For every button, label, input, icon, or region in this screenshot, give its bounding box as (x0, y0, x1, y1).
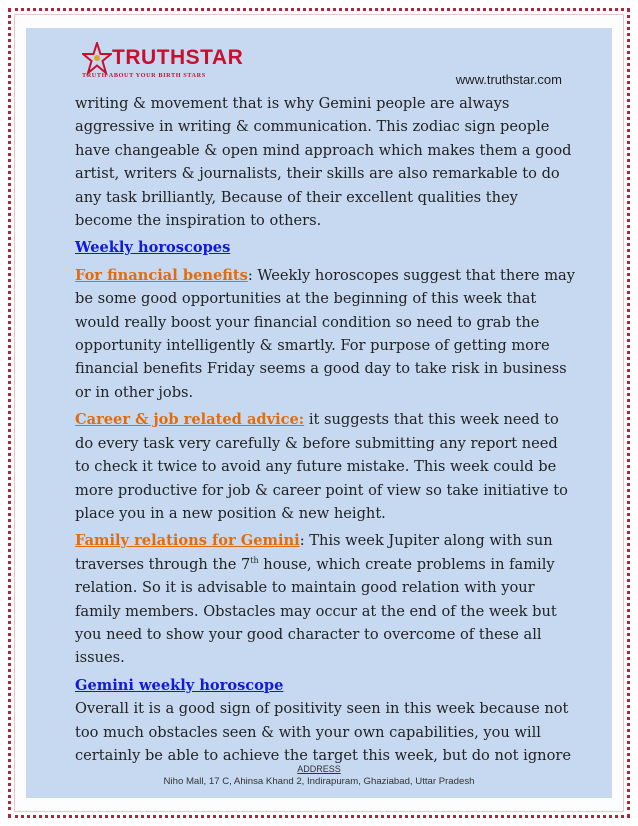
page-sheet (26, 28, 612, 798)
financial-separator: : (247, 266, 253, 284)
family-heading: Family relations for Gemini (75, 532, 300, 550)
family-paragraph (75, 529, 575, 669)
brand-name: TRUTHSTAR (112, 46, 244, 69)
family-separator: : (299, 532, 305, 550)
career-paragraph (75, 408, 575, 525)
career-heading: Career & job related advice: (75, 411, 305, 429)
family-text-before: This week Jupiter along with sun traverses through the 7 (75, 532, 553, 573)
closing-paragraph: Overall it is a good sign of positivity seen in this week because not too much obstacles seen & with your own capabilities, you will certainly be able to achieve the target this week, but do not ignore (75, 700, 571, 764)
financial-text: Weekly horoscopes suggest that there may be some good opportunities at the beginning of this week that would really boost your financial condition so need to grab the opportunity intelligently & smartly. For purpose of getting more financial benefits Friday seems a good day to take risk in business or in other jobs. (75, 266, 575, 401)
website-link[interactable]: www.truthstar.com (455, 72, 562, 87)
gemini-weekly-heading (75, 674, 575, 697)
financial-heading: For financial benefits (75, 266, 248, 284)
star-logo-icon (82, 42, 112, 76)
family-superscript: th (250, 555, 259, 565)
career-text: it suggests that this week need to do every task very carefully & before submitting any report need to check it twice to avoid any future mistake. This week could be more productive for job & career point of view so take initiative to place you in a new position & new height. (75, 411, 568, 522)
family-text-after: house, which create problems in family relation. So it is advisable to maintain good relation with your family members. Obstacles may occur at the end of the week but you need to show your good character to overcome of these all issues. (75, 555, 557, 667)
address-label: ADDRESS (297, 764, 341, 774)
intro-paragraph: writing & movement that is why Gemini people are always aggressive in writing & communication. This zodiac sign people have changeable & open mind approach which makes them a good artist, writers & journalists, their skills are also remarkable to do any task brilliantly, Because of their excellent qualities they become the inspiration to others. (75, 95, 572, 230)
article-body (75, 92, 575, 771)
financial-paragraph (75, 264, 575, 404)
page-footer (26, 764, 612, 787)
weekly-horoscopes-heading (75, 236, 575, 259)
gemini-weekly-title: Gemini weekly horoscope (75, 676, 284, 694)
truthstar-logo[interactable] (82, 42, 242, 86)
address-text: Niho Mall, 17 C, Ahinsa Khand 2, Indirapuram, Ghaziabad, Uttar Pradesh (163, 776, 475, 787)
weekly-horoscopes-title: Weekly horoscopes (75, 239, 231, 257)
brand-tagline: TRUTH ABOUT YOUR BIRTH STARS (82, 72, 206, 79)
